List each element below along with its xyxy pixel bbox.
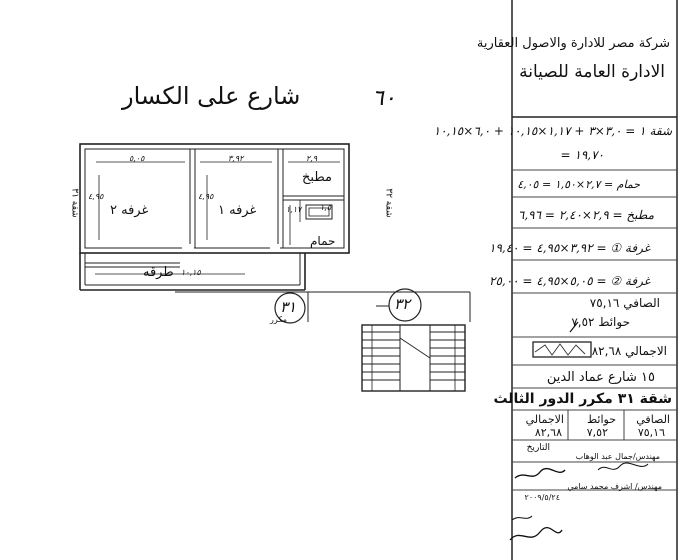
right-neighbor: شقة ٣٢ [383, 188, 394, 218]
dim-kitchen-width: ٢,٩ [306, 154, 318, 163]
unit-repeat-note: مكرر [270, 315, 287, 324]
address-street: ١٥ شارع عماد الدين [546, 370, 655, 385]
date-label: التاريخ [526, 443, 550, 453]
footer-date: ٢٠٠٩/٥/٢٤ [524, 493, 560, 502]
calc-apartment: شقة ١ = ٣,٠×٣ + ١,١٧×١٠,١٥ + ٦,٠×١٠,١٥ [433, 124, 672, 138]
dim-room1-depth: ٤,٩٥ [198, 192, 214, 201]
calc-room2: غرفة ② = ٥,٠٥×٤,٩٥ = ٢٥,٠٠ [489, 274, 650, 288]
total-area: الاجمالي ٨٢,٦٨ [591, 344, 667, 358]
corridor-label: طرقه [143, 265, 174, 280]
dim-room1-width: ٣,٩٢ [228, 154, 244, 163]
unit-number-32: ٣٢ [394, 295, 411, 313]
engineer-two: مهندس/ اشرف محمد سامي [567, 482, 662, 491]
table-value-walls: ٧,٥٢ [586, 426, 608, 439]
table-header-walls: حوائط [586, 413, 616, 426]
unit-description: شقة ٣١ مكرر الدور الثالث [493, 391, 672, 407]
bath-label: حمام [310, 234, 336, 248]
dim-room2-width: ٥,٠٥ [129, 154, 145, 163]
calc-kitchen: مطبخ = ٢,٩×٢,٤٠ = ٦,٩٦ [517, 208, 654, 222]
calc-room1: غرفة ① = ٣,٩٢×٤,٩٥ = ١٩,٤٠ [489, 241, 650, 255]
room1-label: غرفه ١ [218, 203, 257, 218]
unit-number-31: ٣١ [280, 298, 297, 316]
room2-label: غرفه ٢ [110, 203, 149, 218]
table-value-total: ٨٢,٦٨ [534, 426, 562, 439]
street-name: شارع على الكسار [122, 82, 301, 110]
net-area: الصافي ٧٥,١٦ [589, 296, 660, 310]
dim-bath-width: ١,٥ [320, 203, 332, 212]
street-number: ٦٠ [372, 86, 396, 111]
department-name: الادارة العامة للصيانة [519, 62, 665, 82]
kitchen-label: مطبخ [302, 170, 332, 185]
dim-bath-depth: ١,١٧ [286, 205, 302, 214]
dim-room2-depth: ٤,٩٥ [88, 192, 104, 201]
left-neighbor: شقة ٣١ [69, 188, 80, 218]
calc-bath: حمام = ٢,٧×١,٥٠ = ٤,٠٥ [517, 178, 640, 191]
table-value-net: ٧٥,١٦ [637, 426, 665, 439]
table-header-total: الاجمالي [525, 413, 564, 426]
engineer-one: مهندس/جمال عبد الوهاب [575, 452, 660, 461]
dim-corridor-length: ١٠,١٥ [181, 268, 201, 277]
table-header-net: الصافي [636, 413, 670, 426]
walls-area: حوائط ٧,٥٢ [571, 315, 630, 329]
company-name: شركة مصر للادارة والاصول العقارية [476, 36, 670, 51]
calc-apartment-result: = ١٩,٧٠ [560, 148, 604, 162]
